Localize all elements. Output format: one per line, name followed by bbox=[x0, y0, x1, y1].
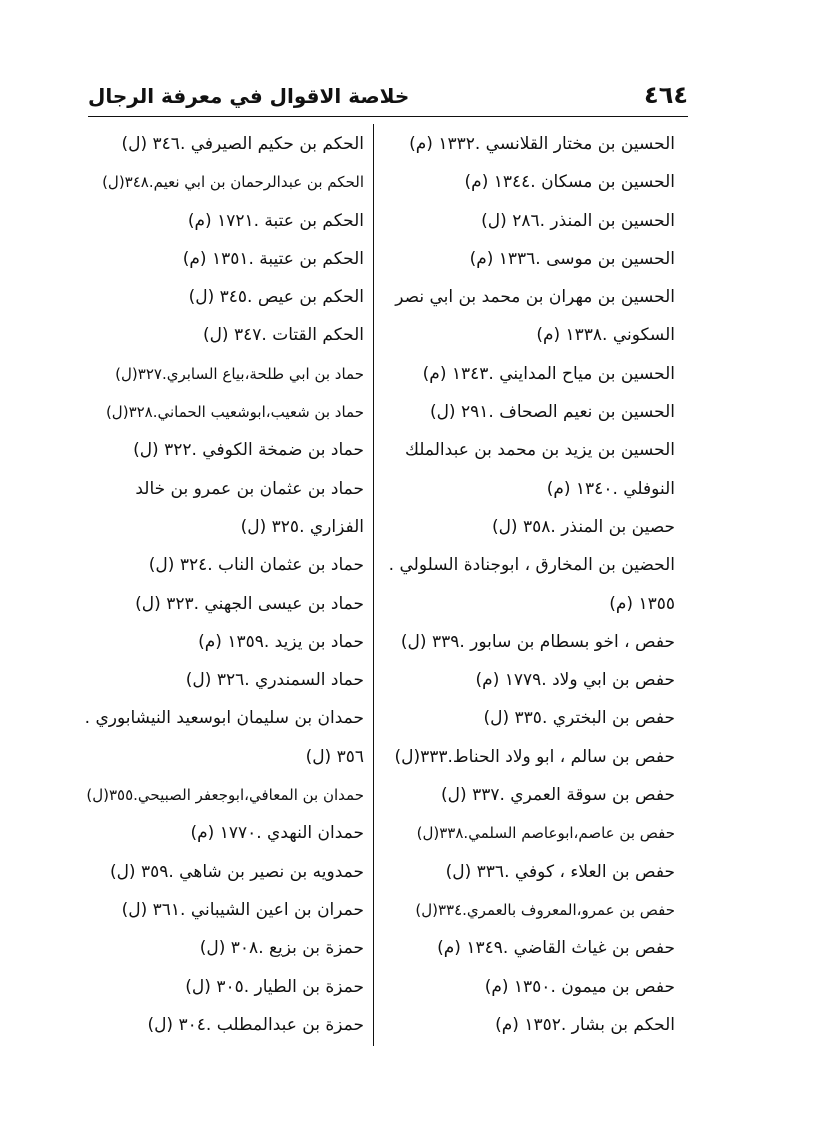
running-title: خلاصة الاقوال في معرفة الرجال bbox=[88, 84, 410, 108]
entry: حفص بن عمرو،المعروف بالعمري.٣٣٤(ل) bbox=[415, 900, 675, 919]
entry: الحكم بن عبدالرحمان بن ابي نعيم.٣٤٨(ل) bbox=[102, 173, 364, 192]
entry: الحكم بن عتيبة .١٣٥١ (م) bbox=[182, 248, 364, 269]
entry: الحسين بن مختار القلانسي .١٣٣٢ (م) bbox=[409, 134, 675, 154]
entry: الحكم بن عيص .٣٤٥ (ل) bbox=[188, 287, 364, 308]
entry: ١٣٥٥ (م) bbox=[609, 593, 675, 614]
entry: الحكم القتات .٣٤٧ (ل) bbox=[202, 325, 364, 346]
entry: حماد بن يزيد .١٣٥٩ (م) bbox=[198, 631, 364, 652]
entry: النوفلي .١٣٤٠ (م) bbox=[546, 478, 675, 499]
page-header bbox=[88, 78, 688, 114]
entry: الحسين بن نعيم الصحاف .٢٩١ (ل) bbox=[429, 402, 675, 423]
entry: الحضين بن المخارق ، ابوجنادة السلولي . bbox=[388, 555, 675, 576]
entry: حمدان بن المعافي،ابوجعفر الصبيحي.٣٥٥(ل) bbox=[86, 786, 364, 805]
entry: حفص بن سوقة العمري .٣٣٧ (ل) bbox=[441, 785, 675, 806]
entry: حماد السمندري .٣٢٦ (ل) bbox=[185, 670, 364, 691]
entry: الحسين بن موسى .١٣٣٦ (م) bbox=[469, 248, 675, 269]
column-divider bbox=[373, 124, 374, 1046]
entry: حفص بن البختري .٣٣٥ (ل) bbox=[483, 708, 675, 729]
entry: حماد بن عيسى الجهني .٣٢٣ (ل) bbox=[135, 593, 364, 614]
entry: حفص بن عاصم،ابوعاصم السلمي.٣٣٨(ل) bbox=[416, 824, 675, 843]
entry: حمدويه بن نصير بن شاهي .٣٥٩ (ل) bbox=[109, 861, 364, 882]
entry: حماد بن ضمخة الكوفي .٣٢٢ (ل) bbox=[133, 440, 364, 461]
entry: الحكم بن بشار .١٣٥٢ (م) bbox=[495, 1014, 675, 1035]
entry: حمزة بن بزيع .٣٠٨ (ل) bbox=[199, 938, 364, 959]
entry: حمران بن اعين الشيباني .٣٦١ (ل) bbox=[121, 899, 364, 920]
entry: حفص بن غياث القاضي .١٣٤٩ (م) bbox=[437, 938, 675, 959]
entry: حفص بن ميمون .١٣٥٠ (م) bbox=[484, 976, 675, 997]
entry: حمدان النهدي .١٧٧٠ (م) bbox=[190, 823, 364, 844]
entry: ٣٥٦ (ل) bbox=[305, 746, 364, 767]
entry: الحكم بن عتبة .١٧٢١ (م) bbox=[187, 210, 364, 231]
entry: السكوني .١٣٣٨ (م) bbox=[536, 325, 675, 346]
entry: الحسين بن مسكان .١٣٤٤ (م) bbox=[464, 172, 675, 193]
left-column bbox=[60, 125, 364, 1044]
entry: حفص ، اخو بسطام بن سابور .٣٣٩ (ل) bbox=[400, 631, 675, 652]
header-rule bbox=[88, 116, 688, 117]
page-number: ٤٦٤ bbox=[644, 81, 688, 109]
entry: حماد بن عثمان بن عمرو بن خالد bbox=[135, 478, 364, 499]
entry: الحكم بن حكيم الصيرفي .٣٤٦ (ل) bbox=[121, 134, 364, 154]
entry: حماد بن عثمان الناب .٣٢٤ (ل) bbox=[148, 555, 364, 576]
entry: الحسين بن يزيد بن محمد بن عبدالملك bbox=[404, 440, 675, 461]
entry: حمدان بن سليمان ابوسعيد النيشابوري . bbox=[84, 708, 364, 729]
entry: حماد بن ابي طلحة،بياع السابري.٣٢٧(ل) bbox=[115, 364, 364, 383]
entry: الفزاري .٣٢٥ (ل) bbox=[240, 516, 364, 537]
entry: حمزة بن عبدالمطلب .٣٠٤ (ل) bbox=[147, 1014, 364, 1035]
entry: حفص بن سالم ، ابو ولاد الحناط.٣٣٣(ل) bbox=[394, 746, 675, 767]
entry: حفص بن ابي ولاد .١٧٧٩ (م) bbox=[475, 670, 675, 691]
entry: الحسين بن مياح المدايني .١٣٤٣ (م) bbox=[422, 363, 675, 384]
right-column bbox=[380, 125, 675, 1044]
entry: الحسين بن المنذر .٢٨٦ (ل) bbox=[481, 210, 675, 231]
entry: الحسين بن مهران بن محمد بن ابي نصر bbox=[395, 287, 675, 308]
entry: حفص بن العلاء ، كوفي .٣٣٦ (ل) bbox=[445, 861, 675, 882]
entry: حصين بن المنذر .٣٥٨ (ل) bbox=[491, 516, 675, 537]
entry: حمزة بن الطيار .٣٠٥ (ل) bbox=[185, 976, 364, 997]
entry: حماد بن شعيب،ابوشعيب الحماني.٣٢٨(ل) bbox=[105, 403, 364, 422]
